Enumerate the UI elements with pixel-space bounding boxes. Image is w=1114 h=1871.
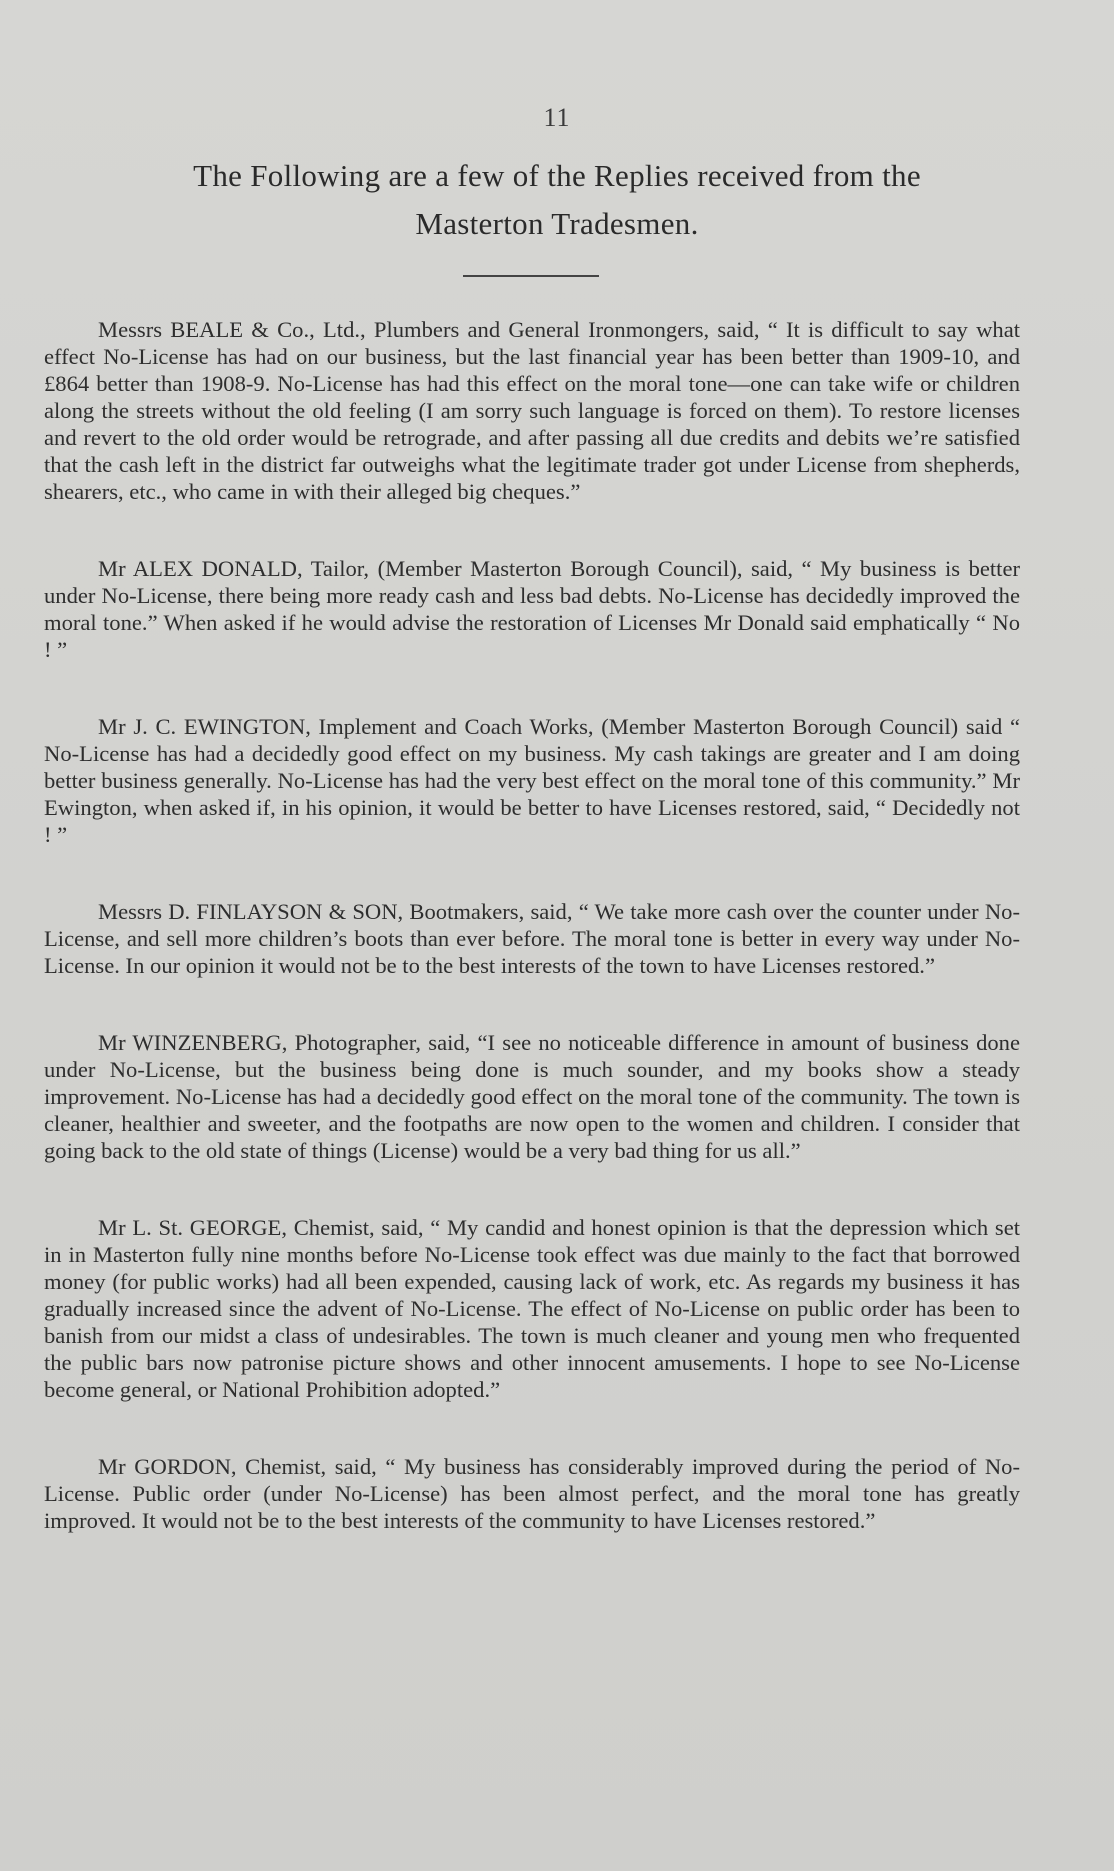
heading-line-2: Masterton Tradesmen.	[415, 206, 699, 241]
reply-paragraph-donald: Mr ALEX DONALD, Tailor, (Member Masterton Borough Council), said, “ My business is better under No-License, there being more ready cash and less bad debts. No-License has decidedly improved the moral tone.” When asked if he would advise the restoration of Licenses Mr Donald said emphatically “ No ! ”	[44, 556, 1020, 662]
page-number: 11	[543, 103, 571, 132]
reply-paragraph-ewington: Mr J. C. EWINGTON, Implement and Coach Works, (Member Masterton Borough Council) said “ No-License has had a decidedly good effect on my business. My cash takings are greater and I am doing better business generally. No-License has had the very best effect on the moral tone of this community.” Mr Ewington, when asked if, in his opinion, it would be better to have Licenses restored, said, “ Decidedly not ! ”	[44, 714, 1020, 847]
heading-divider	[463, 275, 599, 277]
reply-paragraph-finlayson: Messrs D. FINLAYSON & SON, Bootmakers, said, “ We take more cash over the counter under No-License, and sell more children’s boots than ever before. The moral tone is better in every way under No-License. In our opinion it would not be to the best interests of the town to have Licenses restored.”	[44, 899, 1020, 978]
reply-paragraph-winzenberg: Mr WINZENBERG, Photographer, said, “I see no noticeable difference in amount of business done under No-License, but the business being done is much sounder, and my books show a steady improvement. No-License has had a decidedly good effect on the moral tone of the community. The town is cleaner, healthier and sweeter, and the footpaths are now open to the women and children. I consider that going back to the old state of things (License) would be a very bad thing for us all.”	[44, 1030, 1020, 1163]
reply-paragraph-beale: Messrs BEALE & Co., Ltd., Plumbers and General Ironmongers, said, “ It is difficult to say what effect No-License has had on our business, but the last financial year has been better than 1909-10, and £864 better than 1908-9. No-License has had this effect on the moral tone—one can take wife or children along the streets without the old feeling (I am sorry such language is forced on them). To restore licenses and revert to the old order would be retrograde, and after passing all due credits and debits we’re satisfied that the cash left in the district far outweighs what the legitimate trader got under License from shepherds, shearers, etc., who came in with their alleged big cheques.”	[44, 317, 1020, 504]
replies-body	[44, 316, 1020, 1584]
reply-paragraph-st-george: Mr L. St. GEORGE, Chemist, said, “ My candid and honest opinion is that the depression which set in in Masterton fully nine months before No-License took effect was due mainly to the fact that borrowed money (for public works) had all been expended, causing lack of work, etc. As regards my business it has gradually increased since the advent of No-License. The effect of No-License on public order has been to banish from our midst a class of undesirables. The town is much cleaner and young men who frequented the public bars now patronise picture shows and other innocent amusements. I hope to see No-License become general, or National Prohibition adopted.”	[44, 1215, 1020, 1402]
heading-line-1: The Following are a few of the Replies received from the	[193, 158, 921, 193]
page-heading	[60, 152, 1054, 248]
reply-paragraph-gordon: Mr GORDON, Chemist, said, “ My business has considerably improved during the period of No-License. Public order (under No-License) has been almost perfect, and the moral tone has greatly improved. It would not be to the best interests of the community to have Licenses restored.”	[44, 1454, 1020, 1533]
